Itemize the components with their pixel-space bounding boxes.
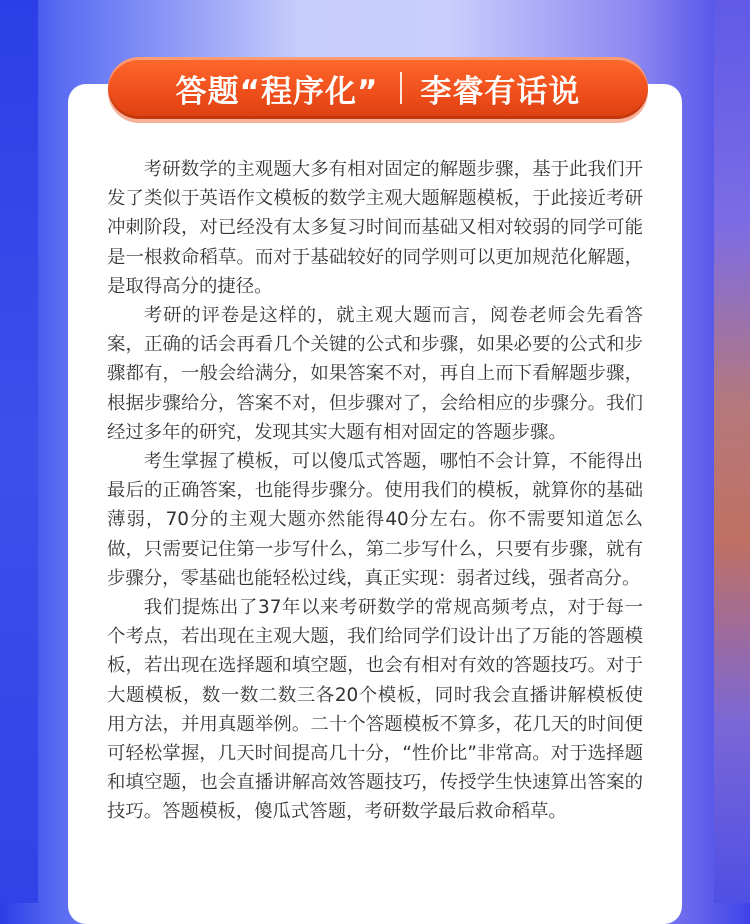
paragraph-4: 我们提炼出了37年以来考研数学的常规高频考点，对于每一个考点，若出现在主观大题，我们给同学们设计出了万能的答题模板，若出现在选择题和填空题，也会有相对有效的答题技巧。对于大题模板，数一数二数三各20个模板，同时我会直播讲解模板使用方法，并用真题举例。二十个答题模板不算多，花几天的时间便可轻松掌握，几天时间提高几十分，“性价比”非常高。对于选择题和填空题，也会直播讲解高效答题技巧，传授学生快速算出答案的技巧。答题模板，傻瓜式答题，考研数学最后救命稻草。	[107, 597, 643, 823]
paragraph-1: 考研数学的主观题大多有相对固定的解题步骤，基于此我们开发了类似于英语作文模板的数学主观大题解题模板，于此接近考研冲刺阶段，对已经没有太多复习时间而基础又相对较弱的同学可能是一根救命稻草。而对于基础较好的同学则可以更加规范化解题，是取得高分的捷径。	[107, 159, 643, 297]
article-body	[107, 155, 643, 827]
title-main: 答题“程序化”	[175, 73, 379, 110]
paragraph-2: 考研的评卷是这样的，就主观大题而言，阅卷老师会先看答案，正确的话会再看几个关键的公式和步骤，如果必要的公式和步骤都有，一般会给满分，如果答案不对，再自上而下看解题步骤，根据步骤给分，答案不对，但步骤对了，会给相应的步骤分。我们经过多年的研究，发现其实大题有相对固定的答题步骤。	[107, 305, 643, 443]
background-right-stripe	[714, 0, 750, 903]
title-banner	[108, 57, 648, 119]
title-divider	[400, 72, 402, 104]
paragraph-3: 考生掌握了模板，可以傻瓜式答题，哪怕不会计算，不能得出最后的正确答案，也能得步骤分。使用我们的模板，就算你的基础薄弱，70分的主观大题亦然能得40分左右。你不需要知道怎么做，只需要记住第一步写什么，第二步写什么，只要有步骤，就有步骤分，零基础也能轻松过线，真正实现：弱者过线，强者高分。	[107, 451, 643, 589]
background-left-stripe	[0, 0, 38, 903]
title-author: 李睿有话说	[420, 73, 581, 110]
